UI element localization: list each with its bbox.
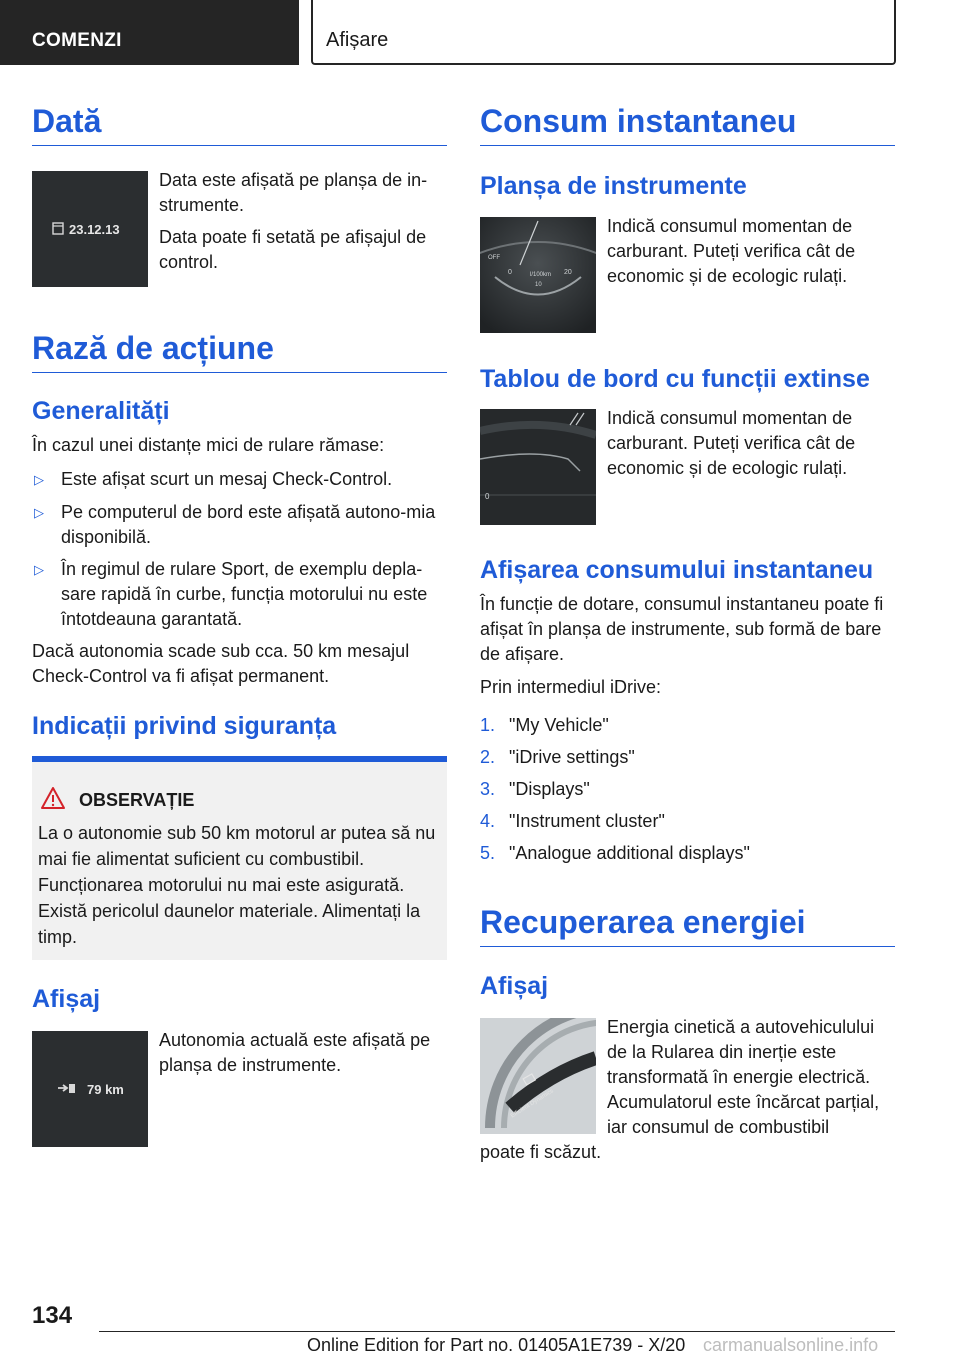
subtitle-show-consumption: Afișarea consumului instantaneu <box>480 556 874 584</box>
section-label: Afișare <box>326 29 389 51</box>
chapter-label: COMENZI <box>32 30 122 51</box>
svg-text:0: 0 <box>485 492 490 501</box>
subtitle-safety: Indicații privind siguranța <box>32 712 337 740</box>
list-item: 2. "iDrive settings" <box>480 747 635 767</box>
edition-note: Online Edition for Part no. 01405A1E739 - X/20 <box>307 1335 686 1355</box>
chapter-tab <box>0 0 299 65</box>
list-item: 5. "Analogue additional displays" <box>480 843 750 863</box>
svg-text:OFF: OFF <box>488 255 500 261</box>
watermark: carmanualsonline.info <box>703 1335 879 1355</box>
warning-label: OBSERVAȚIE <box>79 790 195 810</box>
cluster-text: Indică consumul momentan de carburant. Puteți verifica cât de economic și de ecologic rulați. <box>607 216 856 286</box>
list-item: ▷ Este afișat scurt un mesaj Check-Control. <box>32 467 447 492</box>
subtitle-general: Generalități <box>32 397 170 425</box>
triangle-bullet-icon: ▷ <box>34 472 44 487</box>
list-item: ▷ În regimul de rulare Sport, de exemplu depla-sare rapidă în curbe, funcția motorului nu este întotdeauna garantată. <box>34 559 428 629</box>
subtitle-recovery-display: Afișaj <box>480 972 549 1000</box>
subtitle-extended-cluster: Tablou de bord cu funcții extinse <box>480 365 870 393</box>
date-text-2: Data poate fi setată pe afișajul de control. <box>159 227 427 272</box>
triangle-bullet-icon: ▷ <box>34 562 44 577</box>
range-display-image <box>32 1031 148 1147</box>
extended-cluster-text: Indică consumul momentan de carburant. Puteți verifica cât de economic și de ecologic rulați. <box>607 408 856 478</box>
recovery-text: Energia cinetică a autovehiculului de la Rularea din inerție este transformată în energie electrică. Acumulatorul este încărcat parțial, iar consumul de combustibil <box>607 1017 880 1137</box>
svg-text:l/100km: l/100km <box>530 272 552 278</box>
section-title-date: Dată <box>32 104 447 146</box>
svg-text:20: 20 <box>564 269 572 276</box>
page-number: 134 <box>32 1302 73 1329</box>
list-item: 4. "Instrument cluster" <box>480 811 665 831</box>
svg-text:10: 10 <box>535 282 542 288</box>
list-item: 1. "My Vehicle" <box>480 715 609 735</box>
warning-triangle-icon <box>40 786 66 810</box>
footer-divider <box>99 1331 895 1332</box>
extended-cluster-image <box>480 409 596 525</box>
section-title-range: Rază de acțiune <box>32 331 447 373</box>
recovery-text-tail: poate fi scăzut. <box>480 1142 602 1162</box>
section-title-consumption: Consum instantaneu <box>480 104 895 146</box>
range-image-text: 79 km <box>87 1082 124 1097</box>
warning-body: La o autonomie sub 50 km motorul ar putea să nu mai fie alimentat suficient cu combustibil. Funcționarea motorului nu mai este asigurată. Există pericolul daunelor materiale. Alimentați la timp. <box>38 823 436 947</box>
svg-text:0: 0 <box>508 269 512 276</box>
date-display-image <box>32 171 148 287</box>
via-idrive: Prin intermediul iDrive: <box>480 677 662 697</box>
list-item: ▷ Pe computerul de bord este afișată autono-mia disponibilă. <box>34 502 436 547</box>
triangle-bullet-icon: ▷ <box>34 505 44 520</box>
range-intro: În cazul unei distanțe mici de rulare rămase: <box>32 435 385 455</box>
date-image-text: 23.12.13 <box>69 222 120 237</box>
date-text-1: Data este afișată pe planșa de in-strumente. <box>159 170 428 215</box>
section-tab <box>311 0 896 65</box>
cluster-gauge-image <box>480 217 596 333</box>
list-item: 3. "Displays" <box>480 779 590 799</box>
range-after: Dacă autonomia scade sub cca. 50 km mesajul Check-Control va fi afișat permanent. <box>32 641 410 686</box>
show-consumption-text: În funcție de dotare, consumul instantaneu poate fi afișat în planșa de instrumente, sub formă de bare de afișare. <box>480 594 884 664</box>
subtitle-cluster: Planșa de instrumente <box>480 172 747 200</box>
warning-box <box>32 756 447 960</box>
subtitle-display: Afișaj <box>32 985 101 1013</box>
energy-recovery-image <box>480 1018 596 1134</box>
svg-text:Efficient Dynamics: Efficient Dynamics <box>509 1088 555 1120</box>
display-text: Autonomia actuală este afișată pe planșa de instrumente. <box>159 1030 431 1075</box>
section-title-recovery: Recuperarea energiei <box>480 905 895 947</box>
